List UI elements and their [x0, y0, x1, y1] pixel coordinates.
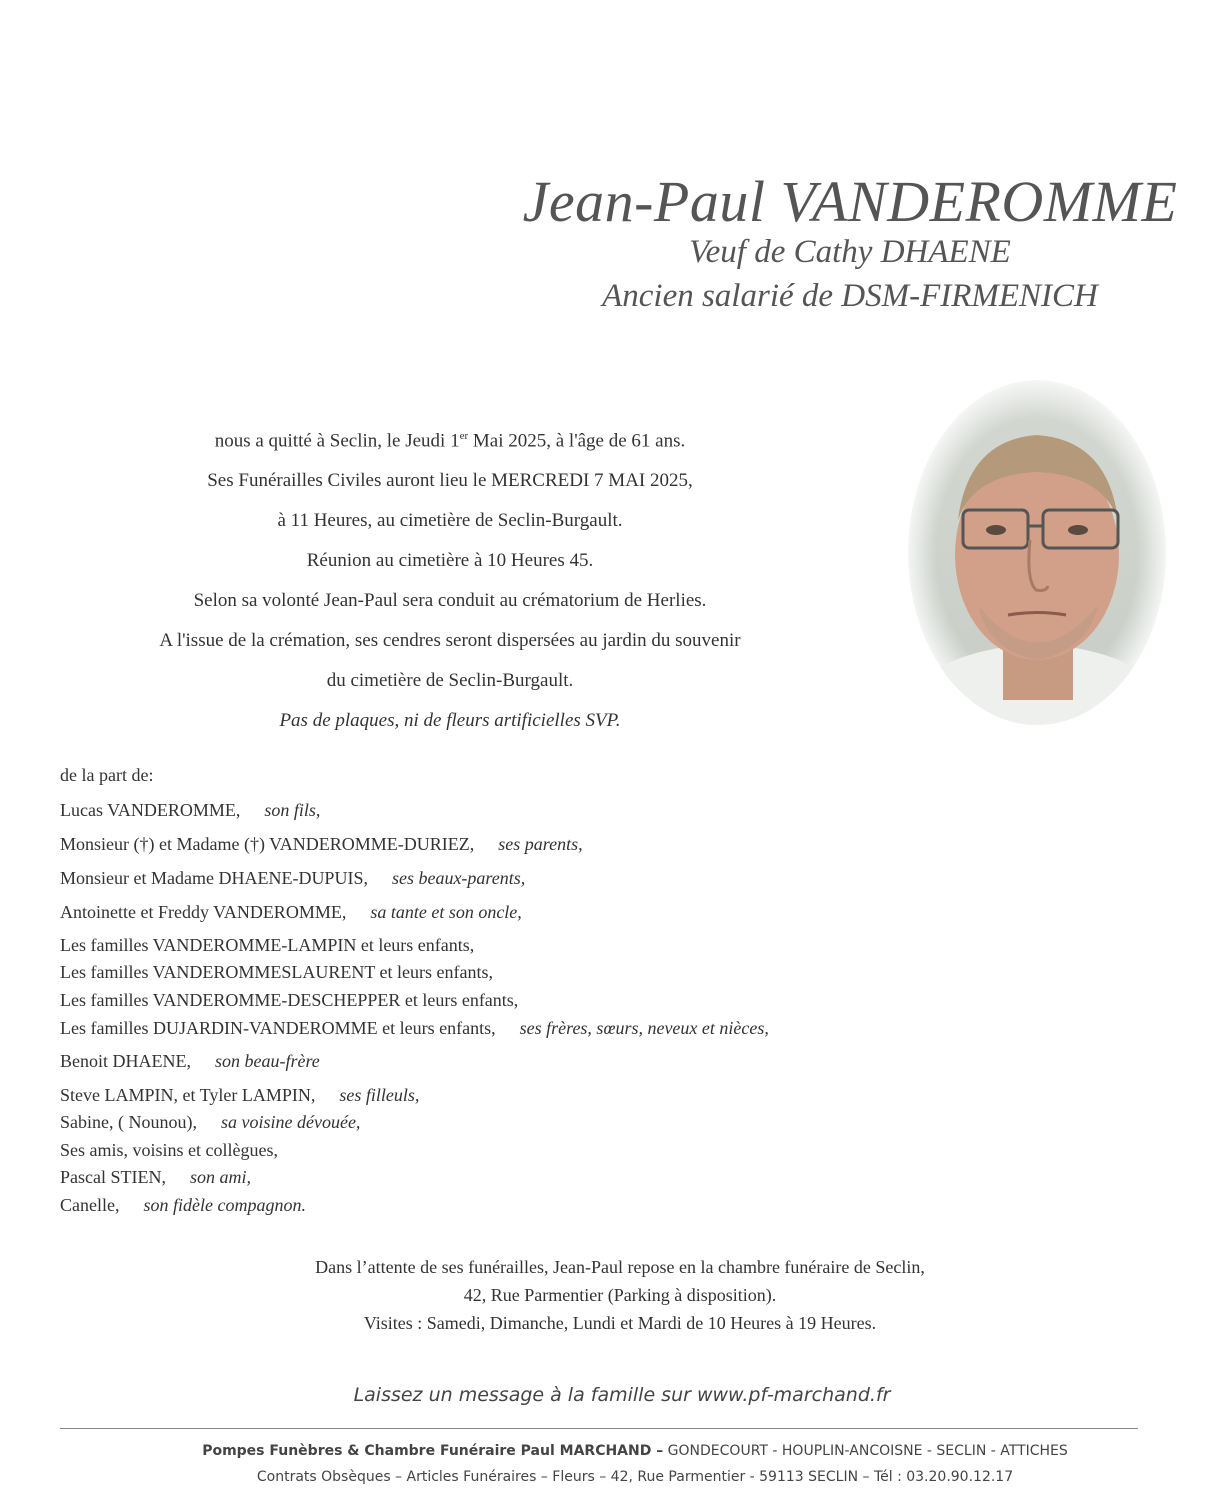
- visit-line-2: 42, Rue Parmentier (Parking à disposition).: [463, 1285, 777, 1305]
- family-entry: Monsieur (†) et Madame (†) VANDEROMME-DURIEZ, ses parents,: [60, 834, 583, 854]
- widow-subtitle: Veuf de Cathy DHAENE: [689, 234, 1011, 270]
- employment-subtitle: Ancien salarié de DSM-FIRMENICH: [602, 278, 1098, 314]
- announcement-line-3: à 11 Heures, au cimetière de Seclin-Burgault.: [277, 510, 623, 532]
- family-entry: Les familles VANDEROMME-LAMPIN et leurs enfants,: [60, 935, 475, 955]
- family-intro: de la part de:: [60, 765, 154, 785]
- family-entry: Antoinette et Freddy VANDEROMME, sa tante et son oncle,: [60, 902, 522, 922]
- portrait-illustration: [908, 380, 1166, 725]
- announcement-line-6: A l'issue de la crémation, ses cendres seront dispersées au jardin du souvenir: [159, 630, 741, 652]
- family-entry: Les familles VANDEROMME-DESCHEPPER et leurs enfants,: [60, 990, 519, 1010]
- visit-line-3: Visites : Samedi, Dimanche, Lundi et Mardi de 10 Heures à 19 Heures.: [363, 1313, 877, 1333]
- family-entry: Les familles DUJARDIN-VANDEROMME et leurs enfants, ses frères, sœurs, neveux et nièces,: [60, 1018, 769, 1038]
- announcement-line-4: Réunion au cimetière à 10 Heures 45.: [306, 550, 594, 572]
- family-entry: Steve LAMPIN, et Tyler LAMPIN, ses filleuls,: [60, 1085, 420, 1105]
- announcement-line-5: Selon sa volonté Jean-Paul sera conduit au crématorium de Herlies.: [193, 590, 707, 612]
- family-entry: Canelle, son fidèle compagnon.: [60, 1195, 306, 1215]
- portrait-photo: [908, 380, 1166, 725]
- family-entry: Lucas VANDEROMME, son fils,: [60, 800, 321, 820]
- announcement-text: [60, 416, 840, 741]
- announcement-line-1: nous a quitté à Seclin, le Jeudi 1er Mai 2025, à l'âge de 61 ans.: [214, 430, 686, 452]
- footer-divider: [60, 1428, 1138, 1429]
- family-entry: Pascal STIEN, son ami,: [60, 1167, 251, 1187]
- family-entry: Sabine, ( Nounou), sa voisine dévouée,: [60, 1112, 361, 1132]
- deceased-name: Jean-Paul VANDEROMME: [522, 169, 1178, 234]
- family-entry: Monsieur et Madame DHAENE-DUPUIS, ses beaux-parents,: [60, 868, 526, 888]
- company-line-1: Pompes Funèbres & Chambre Funéraire Paul MARCHAND – GONDECOURT - HOUPLIN-ANCOISNE - SECLIN - ATTICHES: [202, 1443, 1068, 1459]
- announcement-note: Pas de plaques, ni de fleurs artificielles SVP.: [279, 710, 621, 732]
- visit-line-1: Dans l’attente de ses funérailles, Jean-Paul repose en la chambre funéraire de Seclin,: [315, 1257, 925, 1277]
- family-entry: Ses amis, voisins et collègues,: [60, 1140, 278, 1160]
- company-footer: [60, 1438, 1210, 1490]
- company-line-2: Contrats Obsèques – Articles Funéraires – Fleurs – 42, Rue Parmentier - 59113 SECLIN – Tél : 03.20.90.12.17: [256, 1469, 1014, 1485]
- visit-information: [160, 1253, 1080, 1337]
- condolence-message-link[interactable]: Laissez un message à la famille sur www.pf-marchand.fr: [353, 1384, 891, 1406]
- announcement-line-7: du cimetière de Seclin-Burgault.: [326, 670, 574, 692]
- family-entry: Les familles VANDEROMMESLAURENT et leurs enfants,: [60, 962, 493, 982]
- announcement-line-2: Ses Funérailles Civiles auront lieu le MERCREDI 7 MAI 2025,: [207, 470, 693, 492]
- family-entry: Benoit DHAENE, son beau-frère: [60, 1051, 320, 1071]
